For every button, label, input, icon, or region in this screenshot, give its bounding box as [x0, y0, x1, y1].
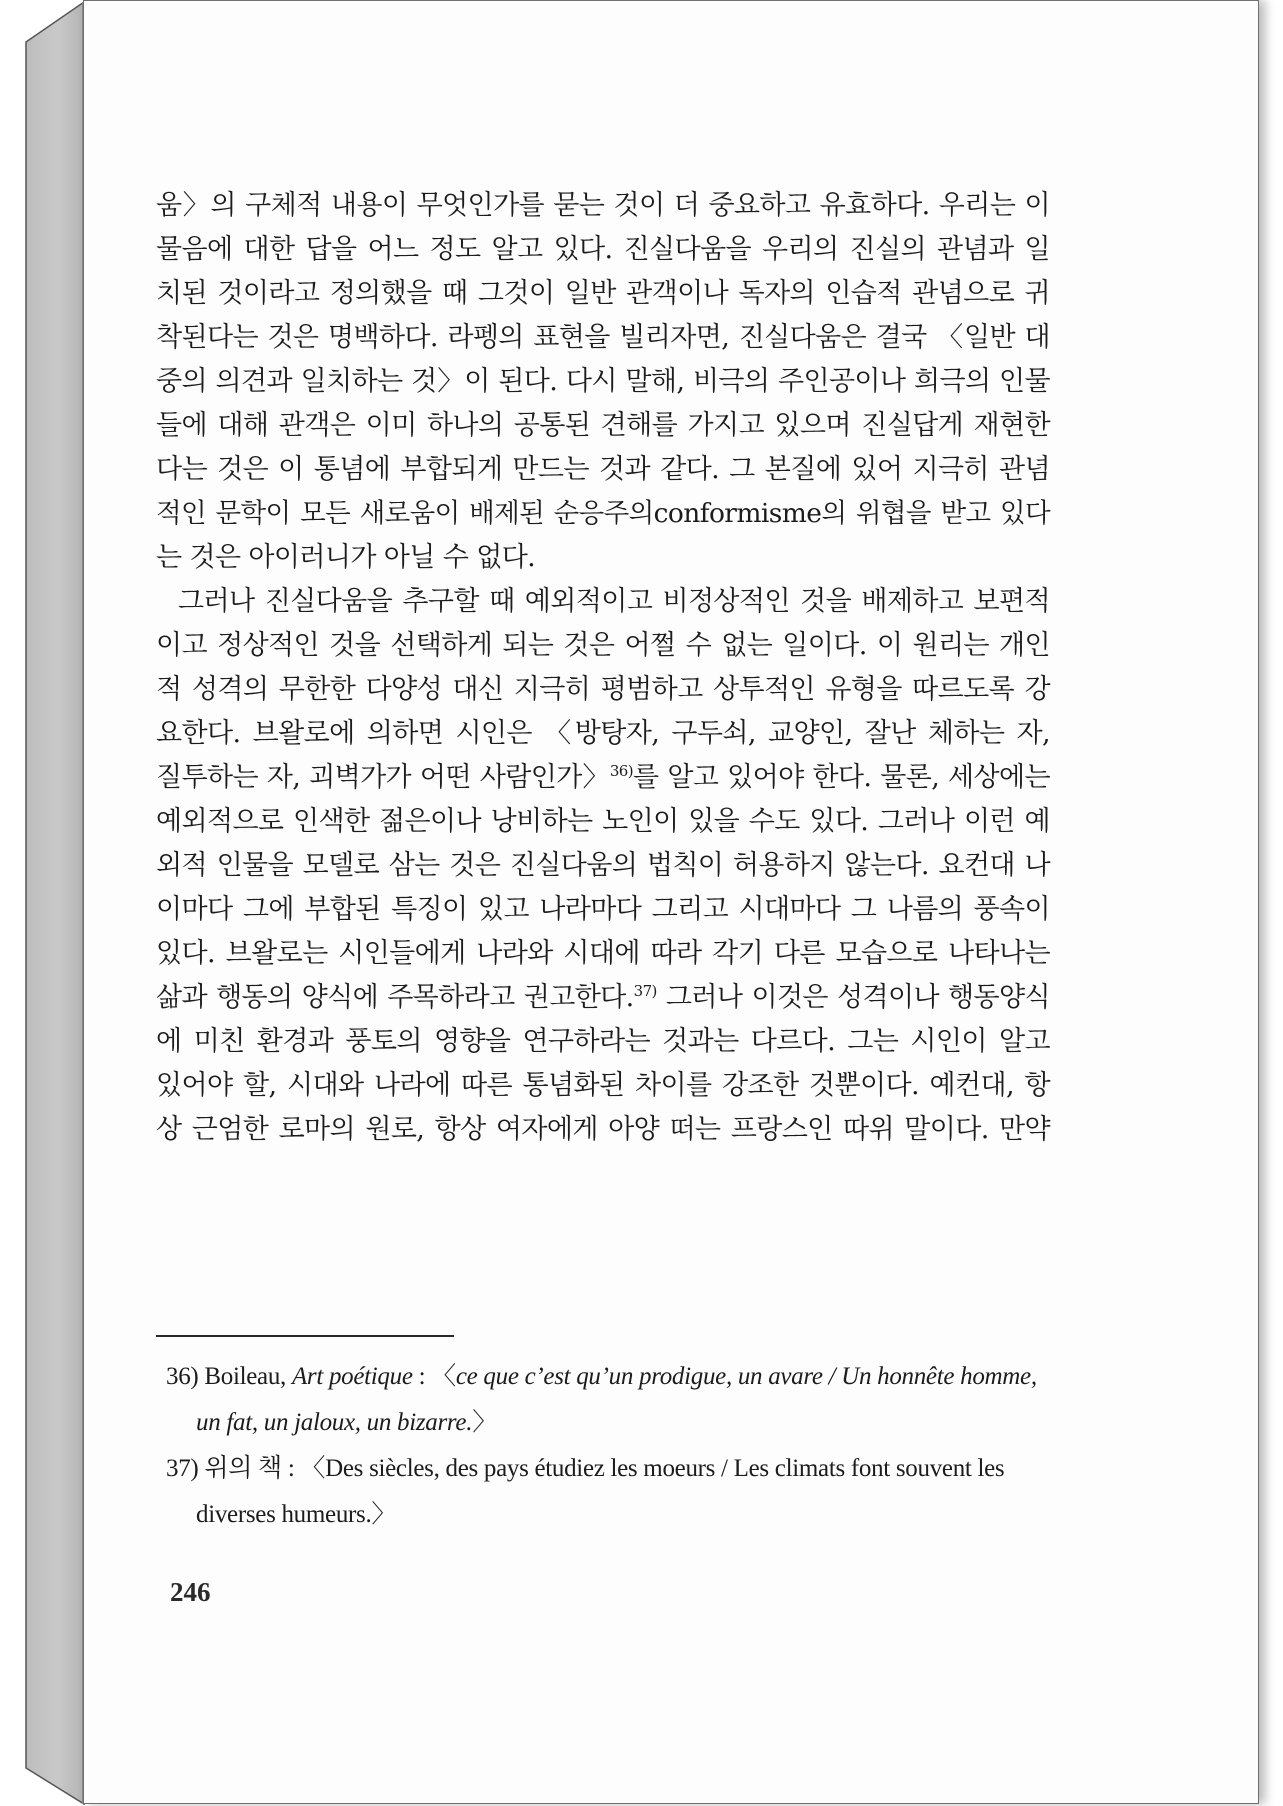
body-line: 외적 인물을 모델로 삼는 것은 진실다움의 법칙이 허용하지 않는다. 요컨대 나	[156, 850, 1050, 881]
body-text	[156, 184, 1050, 1152]
footnote-number: 37)	[166, 1455, 199, 1482]
footnote-37-continued: diverses humeurs.〉	[196, 1501, 397, 1528]
footnote-divider	[156, 1335, 454, 1337]
footnote-close: 〉	[472, 1409, 497, 1436]
body-line: 이고 정상적인 것을 선택하게 되는 것은 어쩔 수 없는 일이다. 이 원리는 개인	[156, 630, 1050, 661]
body-segment: 그러나 이것은 성격이나 행동양식	[656, 982, 1050, 1013]
body-line: 요한다. 브왈로에 의하면 시인은 〈방탕자, 구두쇠, 교양인, 잘난 체하는 자,	[156, 718, 1050, 749]
body-line: 치된 것이라고 정의했을 때 그것이 일반 관객이나 독자의 인습적 관념으로 귀	[156, 278, 1050, 309]
body-line: 움〉의 구체적 내용이 무엇인가를 묻는 것이 더 중요하고 유효하다. 우리는 이	[156, 190, 1050, 221]
footnote-ref-36[interactable]: 36)	[609, 762, 633, 780]
body-line: 들에 대해 관객은 이미 하나의 공통된 견해를 가지고 있으며 진실답게 재현한	[156, 410, 1050, 441]
body-line: 그러나 진실다움을 추구할 때 예외적이고 비정상적인 것을 배제하고 보편적	[178, 586, 1050, 617]
body-line: 상 근엄한 로마의 원로, 항상 여자에게 아양 떠는 프랑스인 따위 말이다. 만약	[156, 1114, 1050, 1145]
body-segment: 삶과 행동의 양식에 주목하라고 권고한다.	[156, 982, 634, 1013]
footnote-author: Boileau,	[204, 1363, 286, 1390]
body-line: 는 것은 아이러니가 아닐 수 없다.	[156, 542, 536, 573]
footnote-ref-37[interactable]: 37)	[633, 982, 657, 1000]
footnote-quote: ce que c’est qu’un prodigue, un avare / Un honnête homme,	[455, 1363, 1037, 1390]
body-line: 이마다 그에 부합된 특징이 있고 나라마다 그리고 시대마다 그 나름의 풍속이	[156, 894, 1050, 925]
footnote-quote: un fat, un jaloux, un bizarre.	[196, 1409, 473, 1436]
body-line: 중의 의견과 일치하는 것〉이 된다. 다시 말해, 비극의 주인공이나 희극의 인물	[156, 366, 1050, 397]
footnote-number: 36)	[166, 1363, 199, 1390]
body-line: 있어야 할, 시대와 나라에 따른 통념화된 차이를 강조한 것뿐이다. 예컨대, 항	[156, 1070, 1050, 1101]
body-line: 적 성격의 무한한 다양성 대신 지극히 평범하고 상투적인 유형을 따르도록 강	[156, 674, 1050, 705]
body-line-with-footnote-ref	[156, 756, 1050, 800]
footnotes	[166, 1354, 1050, 1538]
body-line-with-footnote-ref	[156, 976, 1050, 1020]
body-line: 에 미친 환경과 풍토의 영향을 연구하라는 것과는 다르다. 그는 시인이 알고	[156, 1026, 1050, 1057]
page-number: 246	[170, 1577, 211, 1607]
body-line: 적인 문학이 모든 새로움이 배제된 순응주의conformisme의 위협을 받고 있다	[156, 498, 1050, 529]
body-segment: 질투하는 자, 괴벽가가 어떤 사람인가〉	[156, 762, 610, 793]
body-line: 물음에 대한 답을 어느 정도 알고 있다. 진실다움을 우리의 진실의 관념과 일	[156, 234, 1050, 265]
footnote-36	[166, 1354, 1050, 1400]
body-line: 다는 것은 이 통념에 부합되게 만드는 것과 같다. 그 본질에 있어 지극히 관념	[156, 454, 1050, 485]
footnote-work-title: Art poétique	[291, 1363, 413, 1390]
book-spine	[0, 0, 90, 1806]
footnote-36-continued	[166, 1400, 1050, 1446]
footnote-colon: : 〈	[412, 1363, 456, 1390]
body-segment: 를 알고 있어야 한다. 물론, 세상에는	[632, 762, 1050, 793]
footnote-37	[166, 1446, 1050, 1492]
footnote-text: 위의 책 : 〈Des siècles, des pays étudiez les moeurs / Les climats font souvent les	[204, 1455, 1005, 1482]
body-line: 예외적으로 인색한 젊은이나 낭비하는 노인이 있을 수도 있다. 그러나 이런 예	[156, 806, 1050, 837]
body-line: 착된다는 것은 명백하다. 라펭의 표현을 빌리자면, 진실다움은 결국 〈일반 대	[156, 322, 1050, 353]
body-line: 있다. 브왈로는 시인들에게 나라와 시대에 따라 각기 다른 모습으로 나타나는	[156, 938, 1050, 969]
